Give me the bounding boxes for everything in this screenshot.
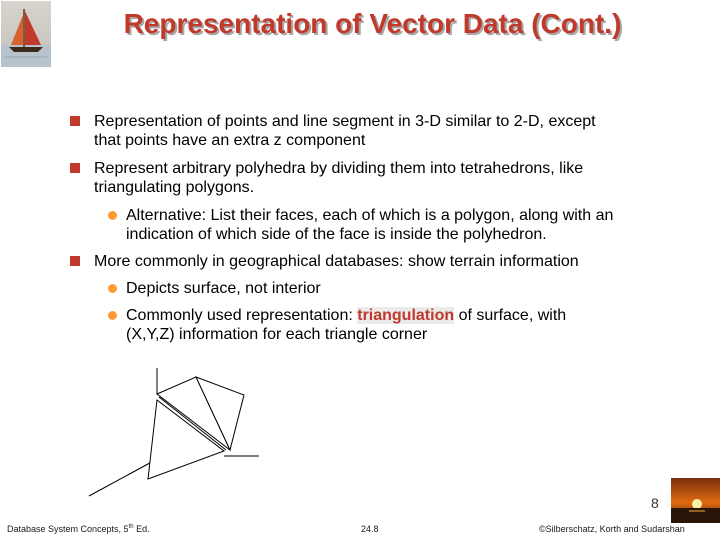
text-suffix: of surface, with bbox=[454, 307, 567, 324]
bullet-item bbox=[94, 159, 583, 197]
bullet-dot-icon bbox=[108, 284, 117, 293]
bullet-line: Representation of points and line segment in 3-D similar to 2-D, except bbox=[94, 113, 596, 130]
bullet-line: Alternative: List their faces, each of which is a polygon, along with an bbox=[126, 207, 614, 224]
page-number: 8 bbox=[651, 495, 659, 511]
sub-bullet-item bbox=[126, 279, 321, 298]
highlighted-term: triangulation bbox=[357, 307, 455, 324]
bullet-square-icon bbox=[70, 116, 80, 126]
footer-book-title: Database System Concepts, 5 bbox=[7, 524, 129, 534]
footer-edition: Ed. bbox=[133, 524, 150, 534]
bullet-dot-icon bbox=[108, 211, 117, 220]
footer-center: 24.8 bbox=[361, 524, 379, 534]
bullet-item bbox=[94, 112, 596, 150]
footer-superscript: th bbox=[128, 524, 134, 530]
sunset-image bbox=[671, 478, 720, 523]
bullet-line bbox=[126, 306, 566, 325]
bullet-line: Depicts surface, not interior bbox=[126, 280, 321, 297]
slide-title: Representation of Vector Data (Cont.) bbox=[123, 8, 622, 39]
bullet-dot-icon bbox=[108, 311, 117, 320]
bullet-item bbox=[94, 252, 579, 271]
bullet-square-icon bbox=[70, 256, 80, 266]
bullet-line: that points have an extra z component bbox=[94, 132, 366, 149]
footer-left bbox=[7, 524, 150, 534]
sub-bullet-item bbox=[126, 206, 613, 244]
bullet-line: (X,Y,Z) information for each triangle corner bbox=[126, 326, 428, 343]
bullet-line: indication of which side of the face is inside the polyhedron. bbox=[126, 226, 547, 243]
bullet-line: More commonly in geographical databases: show terrain information bbox=[94, 253, 579, 270]
bullet-square-icon bbox=[70, 163, 80, 173]
text-prefix: Commonly used representation: bbox=[126, 307, 358, 324]
sub-bullet-item bbox=[126, 306, 566, 344]
triangulation-figure bbox=[84, 362, 284, 507]
bullet-line: triangulating polygons. bbox=[94, 179, 255, 196]
bullet-line: Represent arbitrary polyhedra by dividing them into tetrahedrons, like bbox=[94, 160, 584, 177]
footer-right: ©Silberschatz, Korth and Sudarshan bbox=[539, 524, 685, 534]
